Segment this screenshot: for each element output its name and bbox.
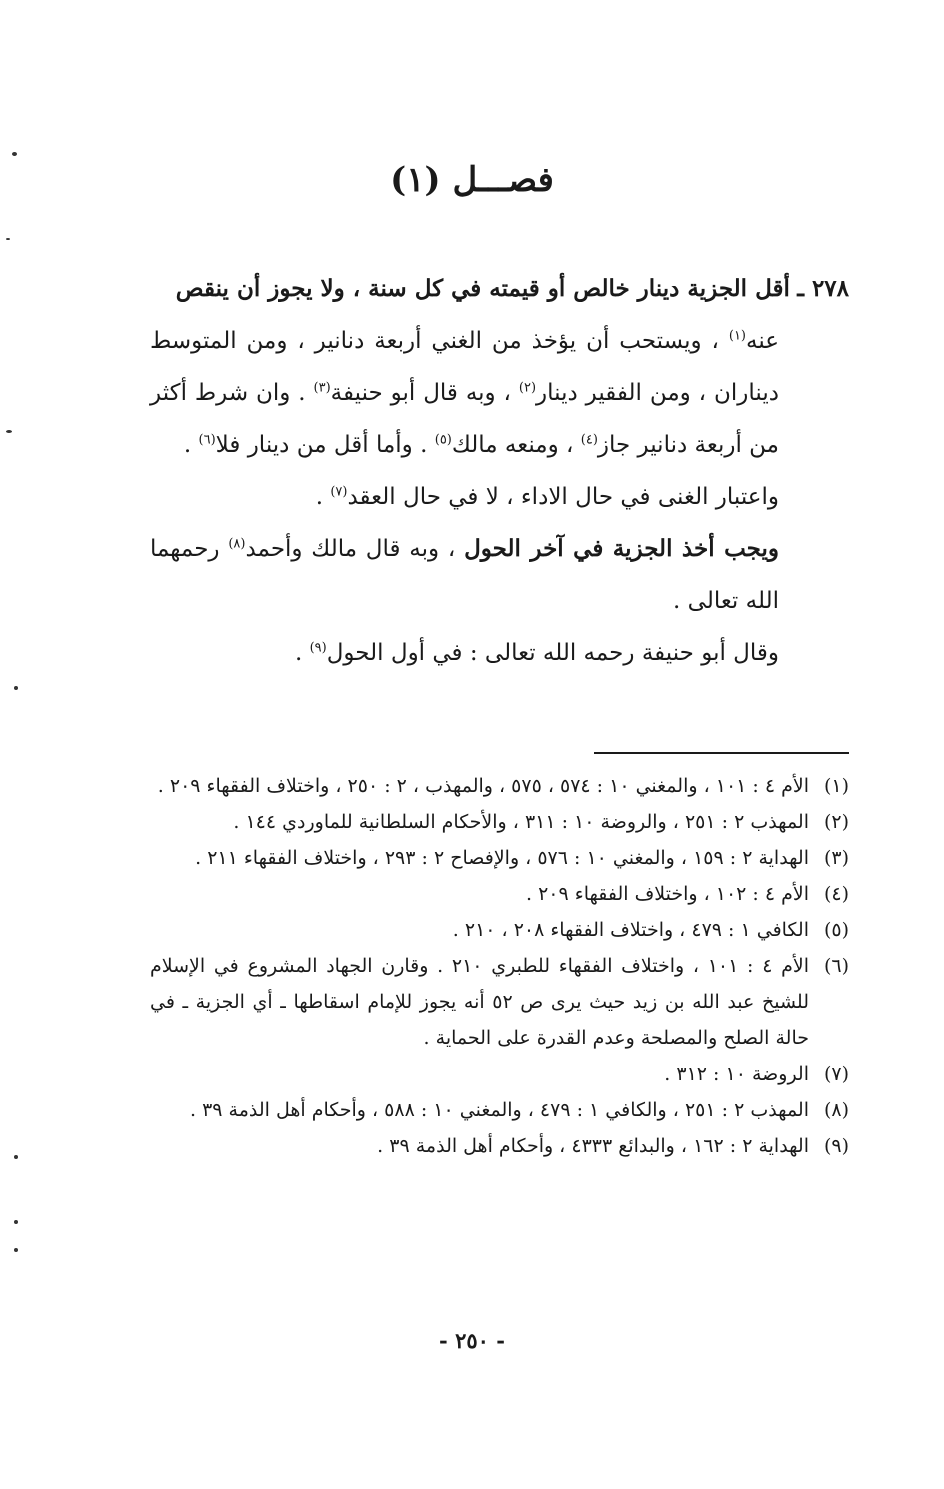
text-segment: ، وبه قال مالك وأحمد [245,536,456,562]
text-segment: ديناران ، ومن الفقير دينار [536,380,779,406]
paragraph-timing [150,523,779,627]
footnote-1 [150,768,849,804]
footnote-7 [150,1056,849,1092]
text-segment: رحمهما الله تعالى . [150,536,779,614]
footnote-text: المهذب ٢ : ٢٥١ ، والكافي ١ : ٤٧٩ ، والمغني ١٠ : ٥٨٨ ، وأحكام أهل الذمة ٣٩ . [189,1099,809,1121]
footnote-text: الهداية ٢ : ١٥٩ ، والمغني ١٠ : ٥٧٦ ، والإفصاح ٢ : ٢٩٣ ، واختلاف الفقهاء ٢١١ . [195,847,809,869]
footnote-ref-7[interactable]: (٧) [330,484,348,500]
footnote-text: المهذب ٢ : ٢٥١ ، والروضة ١٠ : ٣١١ ، والأحكام السلطانية للماوردي ١٤٤ . [233,811,809,833]
footnote-ref-6[interactable]: (٦) [198,432,216,448]
text-segment: . [315,484,324,510]
text-segment: . [183,432,192,458]
footnote-number: (٨) [823,1099,849,1121]
footnote-8 [150,1092,849,1128]
paragraph-wealth [150,471,779,523]
footnote-number: (١) [823,775,849,797]
text-segment: . وأما أقل من دينار فلا [215,432,428,458]
footnote-4 [150,876,849,912]
footnote-5 [150,912,849,948]
footnote-number: (٣) [823,847,849,869]
lead-sentence: ويجب أخذ الجزية في آخر الحول [464,535,780,562]
footnote-2 [150,804,849,840]
scan-speck [14,1248,18,1252]
footnote-number: (٤) [823,883,849,905]
footnote-divider [594,752,849,754]
footnote-ref-3[interactable]: (٣) [313,380,331,396]
text-segment: ، وبه قال أبو حنيفة [330,380,511,406]
footnote-6 [150,948,849,1056]
footnote-number: (٩) [823,1135,849,1157]
footnote-ref-5[interactable]: (٥) [434,432,452,448]
scan-speck [6,238,10,240]
section-heading: فصـــل (١) [390,160,554,200]
footnote-number: (٢) [823,811,849,833]
scan-speck [14,686,18,690]
text-segment: عنه [746,328,779,354]
text-segment: من أربعة دنانير جاز [597,432,779,458]
page-number: - ٢٥٠ - [439,1328,505,1353]
footnote-text: الهداية ٢ : ١٦٢ ، والبدائع ٤٣٣٣ ، وأحكام أهل الذمة ٣٩ . [377,1135,809,1157]
text-segment: وقال أبو حنيفة رحمه الله تعالى : في أول الحول [326,640,779,666]
footnote-ref-9[interactable]: (٩) [309,640,327,656]
text-segment: ، ويستحب أن يؤخذ من الغني أربعة دنانير ، ومن المتوسط [150,328,719,354]
footnote-text: الأم ٤ : ١٠٢ ، واختلاف الفقهاء ٢٠٩ . [526,883,809,905]
footnote-ref-1[interactable]: (١) [728,328,746,344]
footnote-text: الكافي ١ : ٤٧٩ ، واختلاف الفقهاء ٢٠٨ ، ٢١٠ . [452,919,809,941]
lead-sentence: أقل الجزية دينار خالص أو قيمته في كل سنة ، ولا يجوز أن ينقص [175,275,790,302]
scan-speck [14,1220,18,1224]
text-segment: واعتبار الغنى في حال الاداء ، لا في حال العقد [347,484,779,510]
footnote-number: (٧) [823,1063,849,1085]
scan-speck [6,430,12,433]
item-number: ٢٧٨ ـ [797,275,849,302]
scan-speck [14,1155,18,1159]
main-text [150,263,849,679]
footnote-number: (٦) [823,955,849,977]
footnote-ref-4[interactable]: (٤) [580,432,598,448]
footnote-9 [150,1128,849,1164]
footnote-text: الأم ٤ : ١٠١ ، واختلاف الفقهاء للطبري ٢١٠ . وقارن الجهاد المشروع في الإسلام للشيخ عبد الله بن زيد حيث يرى ص ٥٢ أنه يجوز للإمام اسقاطها ـ أي الجزية ـ في حالة الصلح والمصلحة وعدم القدرة على الحماية . [150,955,809,1049]
footnotes [150,768,849,1164]
scan-speck [12,152,17,156]
footnote-text: الروضة ١٠ : ٣١٢ . [664,1063,809,1085]
footnote-number: (٥) [823,919,849,941]
text-segment: . [294,640,303,666]
footnote-text: الأم ٤ : ١٠١ ، والمغني ١٠ : ٥٧٤ ، ٥٧٥ ، والمهذب ، ٢ : ٢٥٠ ، واختلاف الفقهاء ٢٠٩ . [157,775,809,797]
text-segment: . وان شرط أكثر [150,380,306,406]
footnote-3 [150,840,849,876]
footnote-ref-8[interactable]: (٨) [228,536,246,552]
footnote-ref-2[interactable]: (٢) [518,380,537,396]
text-segment: ، ومنعه مالك [451,432,574,458]
paragraph-278-continued [150,315,779,471]
paragraph-abu-hanifa [150,627,779,679]
paragraph-278 [150,263,849,315]
